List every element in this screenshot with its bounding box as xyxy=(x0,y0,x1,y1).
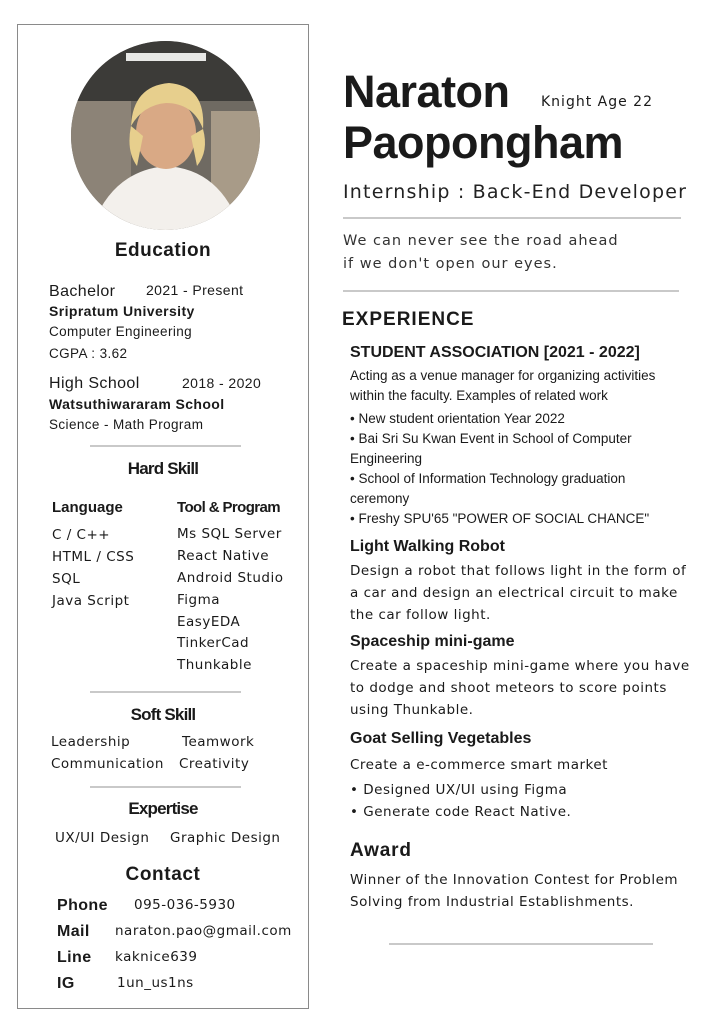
spaceship-title: Spaceship mini-game xyxy=(350,633,515,650)
contact-label-line: Line xyxy=(57,949,92,966)
soft-skill-item: Teamwork xyxy=(182,734,255,750)
soft-skill-item: Creativity xyxy=(179,756,250,772)
contact-title: Contact xyxy=(125,864,201,885)
language-item: HTML / CSS xyxy=(52,549,135,565)
student-association-bullet: • Bai Sri Su Kwan Event in School of Computer xyxy=(350,431,632,446)
goat-desc: Create a e-commerce smart market xyxy=(350,757,608,773)
contact-label-phone: Phone xyxy=(57,897,108,914)
language-item: SQL xyxy=(52,571,81,587)
contact-label-ig: IG xyxy=(57,975,75,992)
award-desc: Winner of the Innovation Contest for Problem xyxy=(350,872,679,888)
edu-level-bachelor: Bachelor xyxy=(49,283,116,300)
first-name: Naraton xyxy=(343,66,510,117)
expertise-item: Graphic Design xyxy=(170,830,281,846)
edu-detail: Science - Math Program xyxy=(49,417,204,432)
hard-skill-title: Hard Skill xyxy=(127,459,199,478)
contact-line-value: kaknice639 xyxy=(115,949,198,965)
experience-title: EXPERIENCE xyxy=(342,309,475,330)
student-association-desc: Acting as a venue manager for organizing activities xyxy=(350,368,656,383)
robot-desc: Design a robot that follows light in the form of xyxy=(350,563,687,579)
divider xyxy=(389,943,653,945)
profile-photo xyxy=(71,41,260,230)
tools-heading: Tool & Program xyxy=(177,499,280,516)
contact-phone-value: 095-036-5930 xyxy=(134,897,236,913)
goat-bullet: • Generate code React Native. xyxy=(350,804,572,820)
soft-skill-item: Leadership xyxy=(51,734,131,750)
quote-line: if we don't open our eyes. xyxy=(343,256,558,272)
spaceship-desc: to dodge and shoot meteors to score points xyxy=(350,680,667,696)
tool-item: Thunkable xyxy=(177,657,252,673)
education-title: Education xyxy=(114,240,212,261)
last-name: Paopongham xyxy=(343,117,624,168)
language-heading: Language xyxy=(52,499,123,516)
quote-line: We can never see the road ahead xyxy=(343,233,619,249)
expertise-item: UX/UI Design xyxy=(55,830,150,846)
avatar xyxy=(71,41,260,230)
student-association-bullet: • New student orientation Year 2022 xyxy=(350,411,565,426)
student-association-bullet: ceremony xyxy=(350,491,410,506)
divider xyxy=(343,217,681,219)
edu-school-highschool: Watsuthiwararam School xyxy=(49,396,225,412)
tool-item: Android Studio xyxy=(177,570,284,586)
edu-detail: Computer Engineering xyxy=(49,324,193,339)
divider xyxy=(90,786,241,788)
divider xyxy=(90,445,241,447)
tool-item: React Native xyxy=(177,548,270,564)
soft-skill-title: Soft Skill xyxy=(130,705,196,724)
edu-school-bachelor: Sripratum University xyxy=(49,303,195,319)
student-association-title: STUDENT ASSOCIATION [2021 - 2022] xyxy=(350,344,640,361)
robot-desc: a car and design an electrical circuit to make xyxy=(350,585,678,601)
goat-bullet: • Designed UX/UI using Figma xyxy=(350,782,568,798)
language-item: Java Script xyxy=(52,593,130,609)
spaceship-desc: using Thunkable. xyxy=(350,702,474,718)
robot-title: Light Walking Robot xyxy=(350,538,505,555)
divider xyxy=(90,691,241,693)
contact-ig-value: 1un_us1ns xyxy=(117,975,194,991)
award-desc: Solving from Industrial Establishments. xyxy=(350,894,634,910)
tool-item: EasyEDA xyxy=(177,614,241,630)
student-association-desc: within the faculty. Examples of related work xyxy=(350,388,608,403)
tool-item: TinkerCad xyxy=(177,635,250,651)
award-title: Award xyxy=(350,840,412,861)
spaceship-desc: Create a spaceship mini-game where you have xyxy=(350,658,690,674)
soft-skill-item: Communication xyxy=(51,756,164,772)
expertise-title: Expertise xyxy=(128,799,198,818)
robot-desc: the car follow light. xyxy=(350,607,491,623)
edu-years-highschool: 2018 - 2020 xyxy=(182,375,262,391)
nickname-age: Knight Age 22 xyxy=(541,94,653,110)
divider xyxy=(343,290,679,292)
contact-label-mail: Mail xyxy=(57,923,90,940)
language-item: C / C++ xyxy=(52,527,111,543)
edu-detail: CGPA : 3.62 xyxy=(49,346,128,361)
position-title: Internship : Back-End Developer xyxy=(343,181,688,203)
edu-level-highschool: High School xyxy=(49,375,140,392)
edu-years-bachelor: 2021 - Present xyxy=(146,282,244,298)
tool-item: Ms SQL Server xyxy=(177,526,282,542)
tool-item: Figma xyxy=(177,592,221,608)
contact-mail-value: naraton.pao@gmail.com xyxy=(115,923,292,939)
student-association-bullet: • School of Information Technology graduation xyxy=(350,471,626,486)
goat-title: Goat Selling Vegetables xyxy=(350,730,532,747)
student-association-bullet: • Freshy SPU'65 "POWER OF SOCIAL CHANCE" xyxy=(350,511,650,526)
student-association-bullet: Engineering xyxy=(350,451,423,466)
